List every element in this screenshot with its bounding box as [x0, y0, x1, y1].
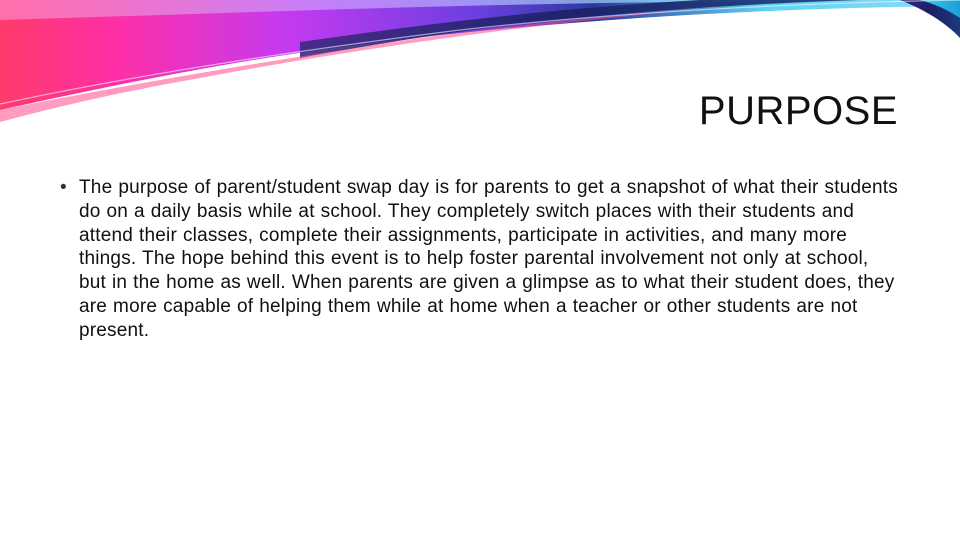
bullet-text: The purpose of parent/student swap day is for parents to get a snapshot of what their students do on a daily basis while at school. They completely switch places with their students and attend their classes, complete their assignments, participate in activities, and many more things. The hope behind this event is to help foster parental involvement not only at school, but in the home as well. When parents are given a glimpse as to what their student does, they are more capable of helping them while at home when a teacher or other students are not present.: [79, 177, 898, 341]
bullet-list: [60, 176, 900, 343]
bullet-item: [60, 176, 900, 343]
slide-title: PURPOSE: [698, 89, 898, 133]
bullet-marker: •: [60, 177, 67, 198]
